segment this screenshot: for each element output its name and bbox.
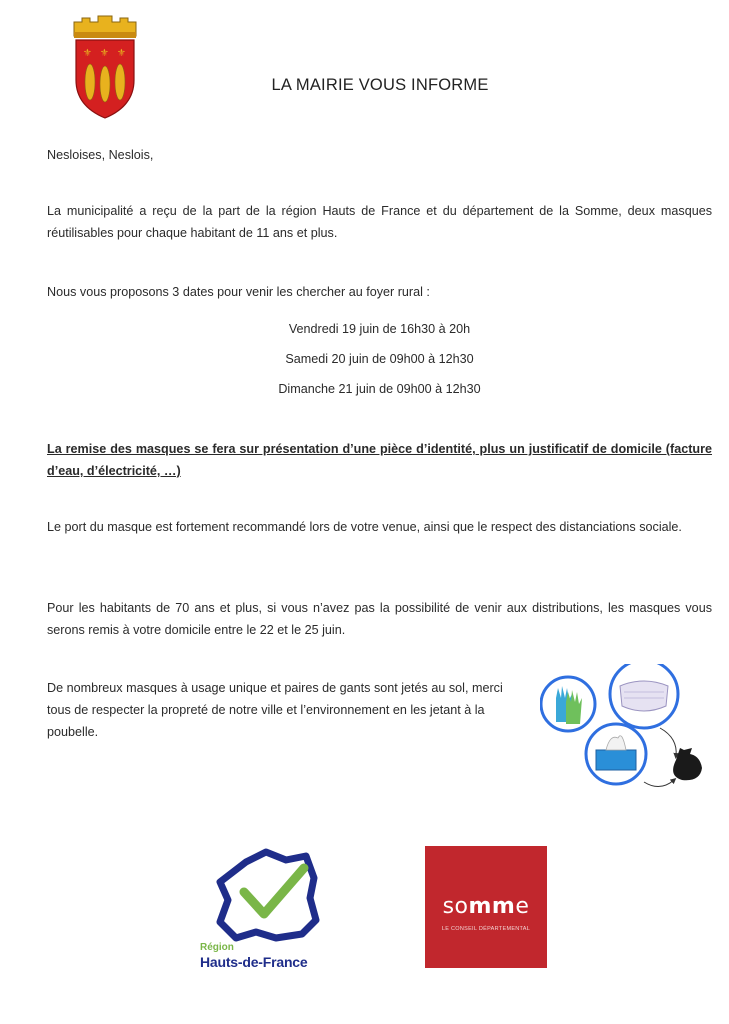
somme-wordmark-part: mm xyxy=(468,894,516,919)
paragraph-dates-intro: Nous vous proposons 3 dates pour venir les chercher au foyer rural : xyxy=(47,285,430,299)
region-label-big: Hauts-de-France xyxy=(200,954,308,970)
trash-bag-icon xyxy=(673,748,702,780)
paragraph-mask-recommendation: Le port du masque est fortement recommandé lors de votre venue, ainsi que le respect des distanciations sociale. xyxy=(47,520,682,534)
paragraph-line: poubelle. xyxy=(47,725,99,739)
date-item: Dimanche 21 juin de 09h00 à 12h30 xyxy=(278,382,481,396)
svg-text:⚜: ⚜ xyxy=(100,48,109,59)
region-label-small: Région xyxy=(200,942,234,953)
svg-text:⚜: ⚜ xyxy=(83,48,92,59)
page-title: LA MAIRIE VOUS INFORME xyxy=(271,76,489,94)
tissue-box-icon xyxy=(586,724,646,784)
paragraph-identity-requirement: La remise des masques se fera sur présentation d’une pièce d’identité, plus un justificatif de domicile (facture d’eau, d’électricité, …) xyxy=(47,442,712,478)
date-item: Samedi 20 juin de 09h00 à 12h30 xyxy=(285,352,474,366)
date-item: Vendredi 19 juin de 16h30 à 20h xyxy=(288,322,471,336)
paragraph-cleanliness xyxy=(47,677,539,743)
paragraph-home-delivery: Pour les habitants de 70 ans et plus, si vous n’avez pas la possibilité de venir aux distributions, les masques vous serons remis à votre domicile entre le 22 et le 25 juin. xyxy=(47,601,712,637)
town-crest-icon xyxy=(66,14,144,120)
svg-text:⚜: ⚜ xyxy=(117,48,126,59)
distribution-dates xyxy=(47,318,712,408)
somme-wordmark xyxy=(425,894,547,919)
paragraph-line: De nombreux masques à usage unique et paires de gants sont jetés au sol, merci xyxy=(47,681,503,695)
gloves-icon xyxy=(541,677,595,731)
face-mask-icon xyxy=(610,664,678,728)
greeting: Nesloises, Neslois, xyxy=(47,148,154,162)
disposal-illustration xyxy=(540,664,712,798)
paragraph-reception: La municipalité a reçu de la part de la région Hauts de France et du département de la Somme, deux masques réutilisables pour chaque habitant de 11 ans et plus. xyxy=(47,204,712,240)
somme-subtitle: LE CONSEIL DÉPARTEMENTAL xyxy=(441,926,531,932)
somme-logo xyxy=(425,846,547,968)
somme-wordmark-part: e xyxy=(515,894,530,919)
paragraph-line: tous de respecter la propreté de notre ville et l’environnement en les jetant à la xyxy=(47,703,485,717)
somme-wordmark-part: so xyxy=(442,894,469,919)
